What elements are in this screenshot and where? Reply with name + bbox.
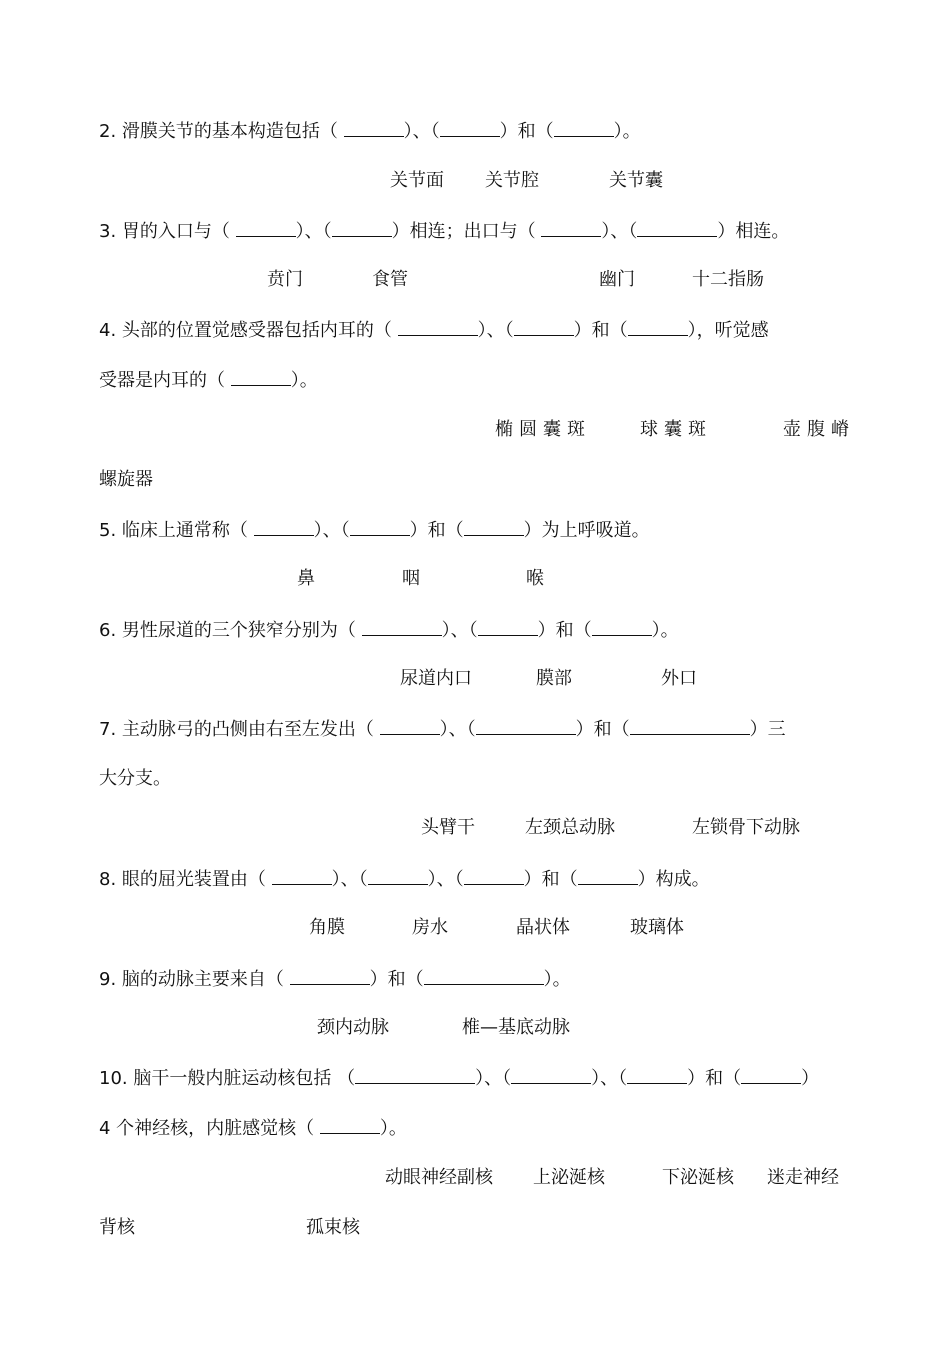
answer-q10-3: 下泌涎核: [662, 1167, 734, 1188]
question-4-line-1: 4. 头部的位置觉感受器包括内耳的（ ）、（ ）和（ ），听觉感: [99, 320, 769, 341]
answer-q5-3: 喉: [526, 568, 544, 589]
answer-q3-4: 十二指肠: [692, 269, 764, 290]
answer-q3-3: 幽门: [599, 269, 635, 290]
answer-q8-3: 晶状体: [516, 917, 570, 938]
question-10-line-2: 4 个神经核，内脏感觉核（ ）。: [99, 1118, 407, 1139]
fill-in-blank: [476, 718, 576, 735]
answer-q3-2: 食管: [372, 269, 408, 290]
answer-q10-5: 背核: [99, 1217, 135, 1238]
fill-in-blank: [627, 1067, 687, 1084]
fill-in-blank: [344, 120, 404, 137]
fill-in-blank: [464, 519, 524, 536]
answer-q6-2: 膜部: [536, 668, 572, 689]
fill-in-blank: [355, 1067, 475, 1084]
answer-q6-3: 外口: [661, 668, 697, 689]
fill-in-blank: [272, 868, 332, 885]
answer-q10-6: 孤束核: [306, 1217, 360, 1238]
answer-q4-4: 螺旋器: [99, 469, 153, 490]
answer-q9-2: 椎—基底动脉: [462, 1017, 570, 1038]
answer-q8-4: 玻璃体: [630, 917, 684, 938]
fill-in-blank: [380, 718, 440, 735]
fill-in-blank: [254, 519, 314, 536]
answer-q10-4: 迷走神经: [767, 1167, 839, 1188]
fill-in-blank: [514, 319, 574, 336]
question-7-line-1: 7. 主动脉弓的凸侧由右至左发出（ ）、（ ）和（ ）三: [99, 719, 786, 740]
answer-q7-1: 头臂干: [421, 817, 475, 838]
answer-q9-1: 颈内动脉: [317, 1017, 389, 1038]
answer-q7-3: 左锁骨下动脉: [692, 817, 800, 838]
question-6-line-1: 6. 男性尿道的三个狭窄分别为（ ）、（ ）和（ ）。: [99, 620, 679, 641]
fill-in-blank: [350, 519, 410, 536]
answer-q8-2: 房水: [412, 917, 448, 938]
answer-q10-1: 动眼神经副核: [385, 1167, 493, 1188]
fill-in-blank: [637, 220, 717, 237]
question-2-line-1: 2. 滑膜关节的基本构造包括（ ）、（ ）和（ ）。: [99, 121, 641, 142]
fill-in-blank: [478, 619, 538, 636]
fill-in-blank: [398, 319, 478, 336]
fill-in-blank: [511, 1067, 591, 1084]
answer-q2-2: 关节腔: [485, 170, 539, 191]
fill-in-blank: [578, 868, 638, 885]
fill-in-blank: [541, 220, 601, 237]
question-4-line-2: 受器是内耳的（ ）。: [99, 370, 318, 391]
question-10-line-1: 10. 脑干一般内脏运动核包括 （ ）、（ ）、（ ）和（ ）: [99, 1068, 820, 1089]
fill-in-blank: [231, 369, 291, 386]
question-7-line-2: 大分支。: [99, 768, 171, 789]
fill-in-blank: [368, 868, 428, 885]
answer-q2-3: 关节囊: [609, 170, 663, 191]
fill-in-blank: [554, 120, 614, 137]
answer-q2-1: 关节面: [390, 170, 444, 191]
answer-q8-1: 角膜: [309, 917, 345, 938]
answer-q4-1: 椭圆囊斑: [495, 419, 591, 440]
question-5-line-1: 5. 临床上通常称（ ）、（ ）和（ ）为上呼吸道。: [99, 520, 650, 541]
fill-in-blank: [362, 619, 442, 636]
fill-in-blank: [424, 968, 544, 985]
answer-q4-2: 球囊斑: [640, 419, 712, 440]
fill-in-blank: [320, 1117, 380, 1134]
fill-in-blank: [332, 220, 392, 237]
answer-q6-1: 尿道内口: [400, 668, 472, 689]
answer-q7-2: 左颈总动脉: [525, 817, 615, 838]
question-9-line-1: 9. 脑的动脉主要来自（ ）和（ ）。: [99, 969, 571, 990]
answer-q5-1: 鼻: [297, 568, 315, 589]
fill-in-blank: [440, 120, 500, 137]
answer-q4-3: 壶腹嵴: [783, 419, 855, 440]
question-8-line-1: 8. 眼的屈光装置由（ ）、（ ）、（ ）和（ ）构成。: [99, 869, 710, 890]
fill-in-blank: [630, 718, 750, 735]
fill-in-blank: [290, 968, 370, 985]
fill-in-blank: [741, 1067, 801, 1084]
fill-in-blank: [464, 868, 524, 885]
question-3-line-1: 3. 胃的入口与（ ）、（ ）相连；出口与（ ）、（ ）相连。: [99, 221, 790, 242]
answer-q3-1: 贲门: [267, 269, 303, 290]
fill-in-blank: [236, 220, 296, 237]
answer-q5-2: 咽: [402, 568, 420, 589]
fill-in-blank: [628, 319, 688, 336]
answer-q10-2: 上泌涎核: [533, 1167, 605, 1188]
fill-in-blank: [592, 619, 652, 636]
